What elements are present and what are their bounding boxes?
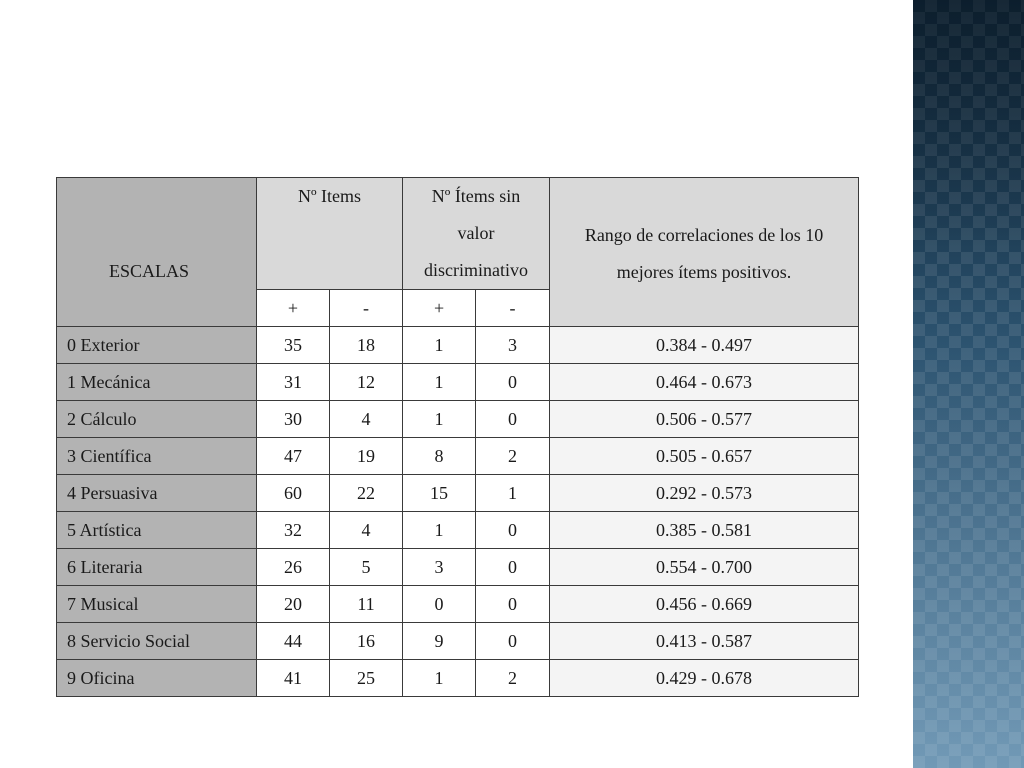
header-plus: +: [257, 290, 330, 327]
escalas-table: [56, 177, 859, 697]
cell-sin-plus: 3: [403, 549, 476, 586]
cell-escala: 7 Musical: [57, 586, 257, 623]
header-n-items-sin-line: valor: [457, 223, 495, 243]
table-row: [57, 438, 859, 475]
cell-sin-minus: 3: [476, 327, 550, 364]
cell-sin-plus: 1: [403, 401, 476, 438]
cell-items-minus: 22: [330, 475, 403, 512]
header-minus: -: [330, 290, 403, 327]
cell-sin-plus: 1: [403, 512, 476, 549]
cell-escala: 2 Cálculo: [57, 401, 257, 438]
cell-escala: 4 Persuasiva: [57, 475, 257, 512]
header-rango: [550, 178, 859, 327]
cell-escala: 1 Mecánica: [57, 364, 257, 401]
cell-items-plus: 26: [257, 549, 330, 586]
cell-items-minus: 4: [330, 512, 403, 549]
cell-items-plus: 31: [257, 364, 330, 401]
cell-items-plus: 41: [257, 660, 330, 697]
cell-rango: 0.456 - 0.669: [550, 586, 859, 623]
cell-sin-minus: 0: [476, 623, 550, 660]
cell-rango: 0.429 - 0.678: [550, 660, 859, 697]
cell-items-plus: 30: [257, 401, 330, 438]
cell-items-minus: 12: [330, 364, 403, 401]
cell-items-plus: 47: [257, 438, 330, 475]
cell-escala: 9 Oficina: [57, 660, 257, 697]
header-n-items-sin-line: discriminativo: [424, 260, 529, 280]
cell-sin-minus: 2: [476, 660, 550, 697]
cell-sin-plus: 8: [403, 438, 476, 475]
cell-items-minus: 25: [330, 660, 403, 697]
header-plus: +: [403, 290, 476, 327]
cell-rango: 0.413 - 0.587: [550, 623, 859, 660]
cell-sin-minus: 1: [476, 475, 550, 512]
header-minus: -: [476, 290, 550, 327]
cell-items-minus: 11: [330, 586, 403, 623]
cell-items-minus: 19: [330, 438, 403, 475]
cell-sin-plus: 0: [403, 586, 476, 623]
cell-sin-minus: 0: [476, 549, 550, 586]
cell-sin-minus: 0: [476, 364, 550, 401]
table-row: [57, 401, 859, 438]
table-row: [57, 660, 859, 697]
cell-sin-plus: 1: [403, 364, 476, 401]
cell-items-plus: 32: [257, 512, 330, 549]
cell-rango: 0.505 - 0.657: [550, 438, 859, 475]
table-row: [57, 623, 859, 660]
cell-sin-plus: 1: [403, 327, 476, 364]
cell-rango: 0.384 - 0.497: [550, 327, 859, 364]
header-rango-line: Rango de correlaciones de los 10: [584, 225, 824, 245]
cell-rango: 0.385 - 0.581: [550, 512, 859, 549]
cell-items-minus: 5: [330, 549, 403, 586]
cell-escala: 6 Literaria: [57, 549, 257, 586]
cell-sin-plus: 9: [403, 623, 476, 660]
header-n-items-sin-line: Nº Ítems sin: [431, 186, 521, 206]
cell-sin-plus: 1: [403, 660, 476, 697]
table-row: [57, 549, 859, 586]
cell-rango: 0.506 - 0.577: [550, 401, 859, 438]
decorative-sidebar: [913, 0, 1024, 768]
cell-escala: 3 Científica: [57, 438, 257, 475]
table-row: [57, 327, 859, 364]
cell-sin-minus: 0: [476, 512, 550, 549]
table-row: [57, 475, 859, 512]
cell-items-minus: 16: [330, 623, 403, 660]
cell-escala: 8 Servicio Social: [57, 623, 257, 660]
table-container: [56, 177, 858, 697]
cell-rango: 0.554 - 0.700: [550, 549, 859, 586]
header-n-items: Nº Items: [257, 178, 403, 290]
cell-escala: 5 Artística: [57, 512, 257, 549]
cell-items-minus: 18: [330, 327, 403, 364]
cell-rango: 0.464 - 0.673: [550, 364, 859, 401]
cell-sin-minus: 0: [476, 401, 550, 438]
cell-items-plus: 44: [257, 623, 330, 660]
cell-items-plus: 60: [257, 475, 330, 512]
cell-items-plus: 35: [257, 327, 330, 364]
table-row: [57, 512, 859, 549]
cell-sin-minus: 0: [476, 586, 550, 623]
header-escalas: ESCALAS: [57, 178, 257, 327]
cell-items-minus: 4: [330, 401, 403, 438]
header-rango-line: mejores ítems positivos.: [616, 262, 792, 282]
cell-escala: 0 Exterior: [57, 327, 257, 364]
cell-rango: 0.292 - 0.573: [550, 475, 859, 512]
header-n-items-sin: [403, 178, 550, 290]
table-row: [57, 364, 859, 401]
table-row: [57, 586, 859, 623]
cell-items-plus: 20: [257, 586, 330, 623]
cell-sin-minus: 2: [476, 438, 550, 475]
cell-sin-plus: 15: [403, 475, 476, 512]
